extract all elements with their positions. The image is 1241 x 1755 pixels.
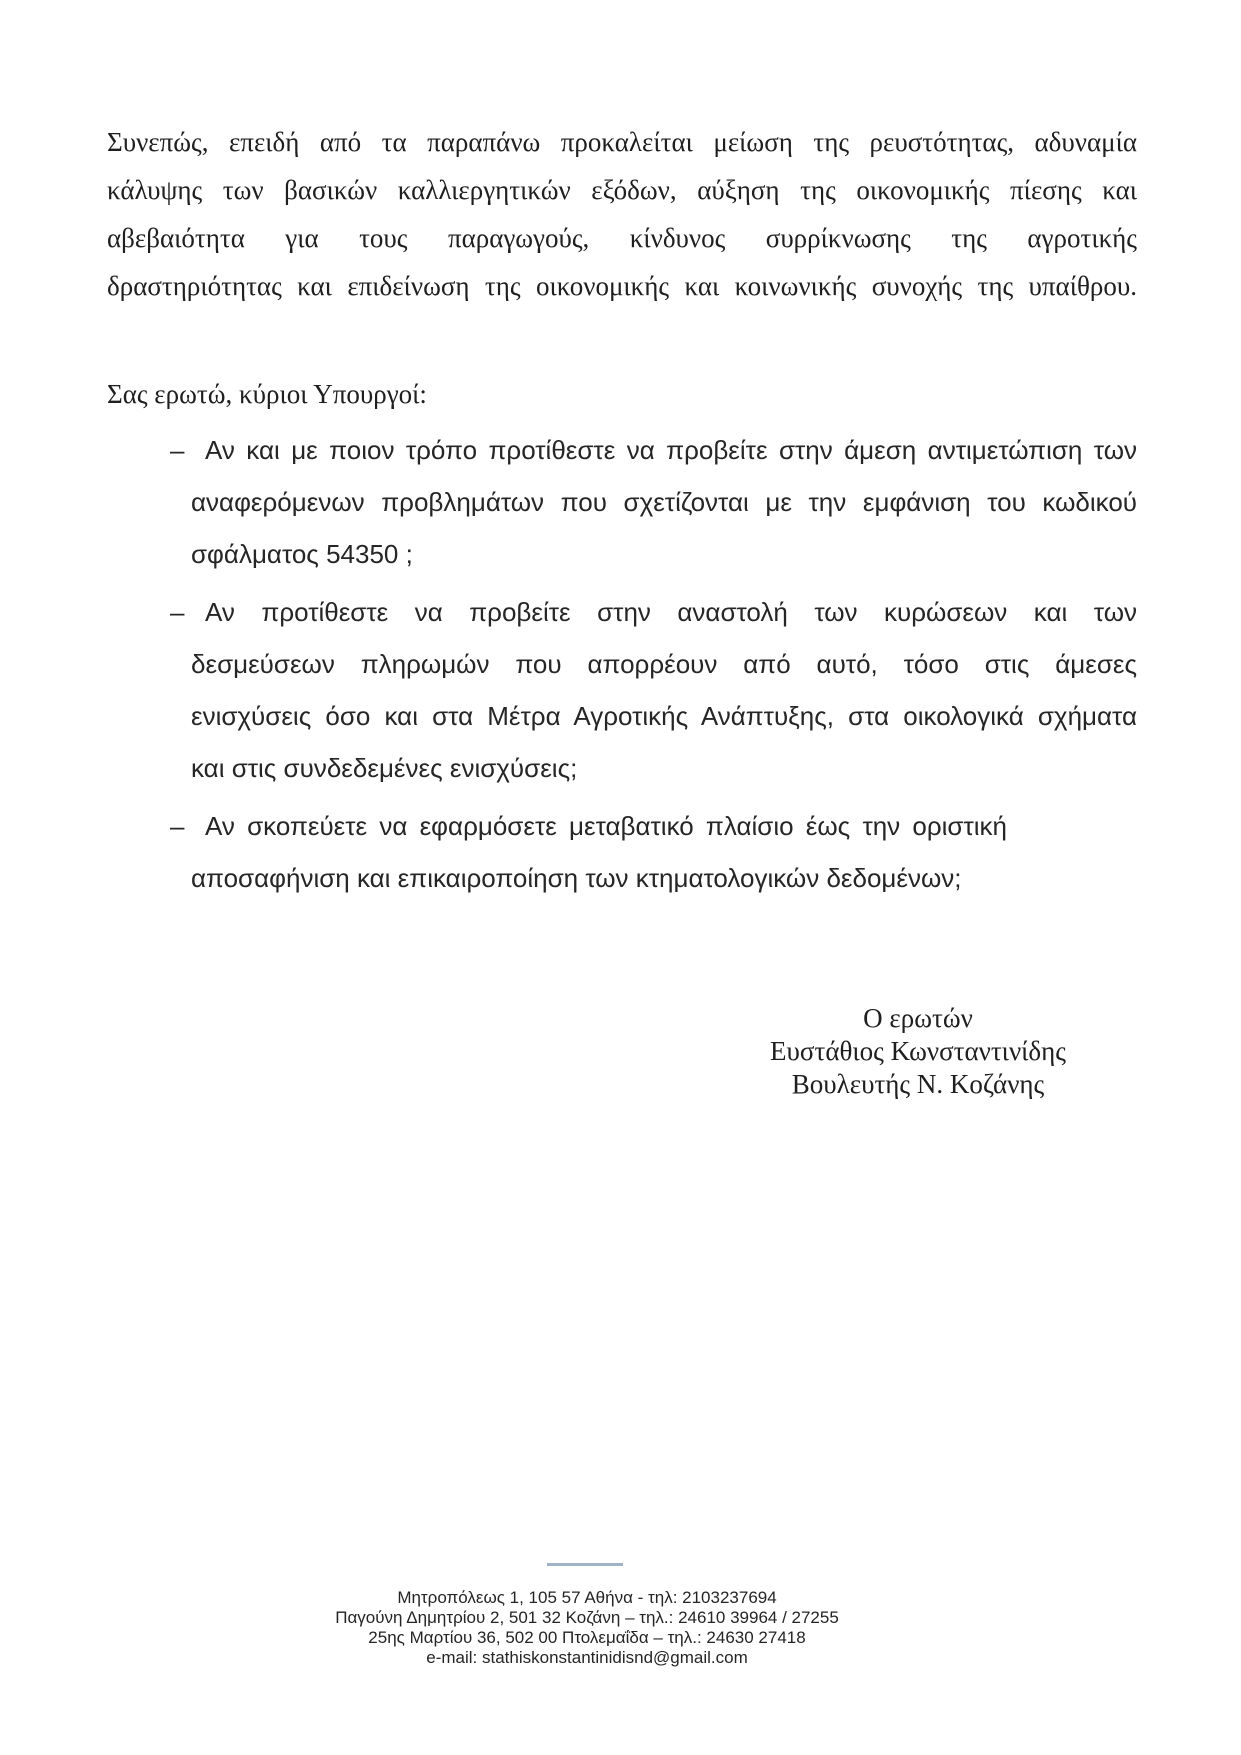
footer-address-kozani: Παγούνη Δημητρίου 2, 501 32 Κοζάνη – τηλ.: 24610 39964 / 27255 bbox=[335, 1608, 839, 1627]
question-line: Αν και με ποιον τρόπο προτίθεστε να προβείτε στην άμεση αντιμετώπιση των bbox=[205, 435, 1137, 465]
signature-name: Ευστάθιος Κωνσταντινίδης bbox=[770, 1036, 1066, 1066]
question-text bbox=[191, 800, 1137, 904]
dash-bullet-icon: – bbox=[170, 435, 185, 465]
question-text bbox=[191, 424, 1137, 580]
question-item bbox=[170, 424, 1137, 580]
question-line: σφάλματος 54350 ; bbox=[191, 539, 413, 569]
signature-role: Ο ερωτών bbox=[863, 1003, 973, 1033]
questions-list bbox=[170, 424, 1137, 910]
footer-address-athens: Μητροπόλεως 1, 105 57 Αθήνα - τηλ: 2103237694 bbox=[397, 1588, 777, 1607]
footer-address-ptolemaida: 25ης Μαρτίου 36, 502 00 Πτολεμαΐδα – τηλ.: 24630 27418 bbox=[368, 1628, 806, 1647]
footer-separator bbox=[547, 1563, 623, 1566]
paragraph-line: δραστηριότητας και επιδείνωση της οικονομικής και κοινωνικής συνοχής της υπαίθρου. bbox=[107, 271, 1137, 301]
question-line: ενισχύσεις όσο και στα Μέτρα Αγροτικής Ανάπτυξης, στα οικολογικά σχήματα bbox=[191, 701, 1137, 731]
signature-title: Βουλευτής Ν. Κοζάνης bbox=[791, 1069, 1045, 1099]
paragraph-line: αβεβαιότητα για τους παραγωγούς, κίνδυνος συρρίκνωσης της αγροτικής bbox=[107, 223, 1137, 253]
question-line: και στις συνδεδεμένες ενισχύσεις; bbox=[191, 753, 578, 783]
dash-bullet-icon: – bbox=[170, 597, 185, 627]
question-item bbox=[170, 586, 1137, 794]
question-line: αποσαφήνιση και επικαιροποίηση των κτηματολογικών δεδομένων; bbox=[191, 863, 962, 893]
question-line: Αν προτίθεστε να προβείτε στην αναστολή των κυρώσεων και των bbox=[205, 597, 1137, 627]
signature-block bbox=[638, 1002, 1198, 1101]
question-line: δεσμεύσεων πληρωμών που απορρέουν από αυτό, τόσο στις άμεσες bbox=[191, 649, 1137, 679]
opening-paragraph bbox=[107, 118, 1137, 310]
footer-contact-block bbox=[0, 1588, 1174, 1668]
question-text bbox=[191, 586, 1137, 794]
footer-email: e-mail: stathiskonstantinidisnd@gmail.com bbox=[426, 1648, 748, 1667]
question-line: αναφερόμενων προβλημάτων που σχετίζονται με την εμφάνιση του κωδικού bbox=[191, 487, 1137, 517]
dash-bullet-icon: – bbox=[170, 811, 185, 841]
question-line: Αν σκοπεύετε να εφαρμόσετε μεταβατικό πλαίσιο έως την οριστική bbox=[205, 811, 1007, 841]
question-item bbox=[170, 800, 1137, 904]
paragraph-line: κάλυψης των βασικών καλλιεργητικών εξόδων, αύξηση της οικονομικής πίεσης και bbox=[107, 175, 1137, 205]
salutation-line: Σας ερωτώ, κύριοι Υπουργοί: bbox=[107, 379, 427, 409]
paragraph-line: Συνεπώς, επειδή από τα παραπάνω προκαλείται μείωση της ρευστότητας, αδυναμία bbox=[107, 127, 1137, 157]
